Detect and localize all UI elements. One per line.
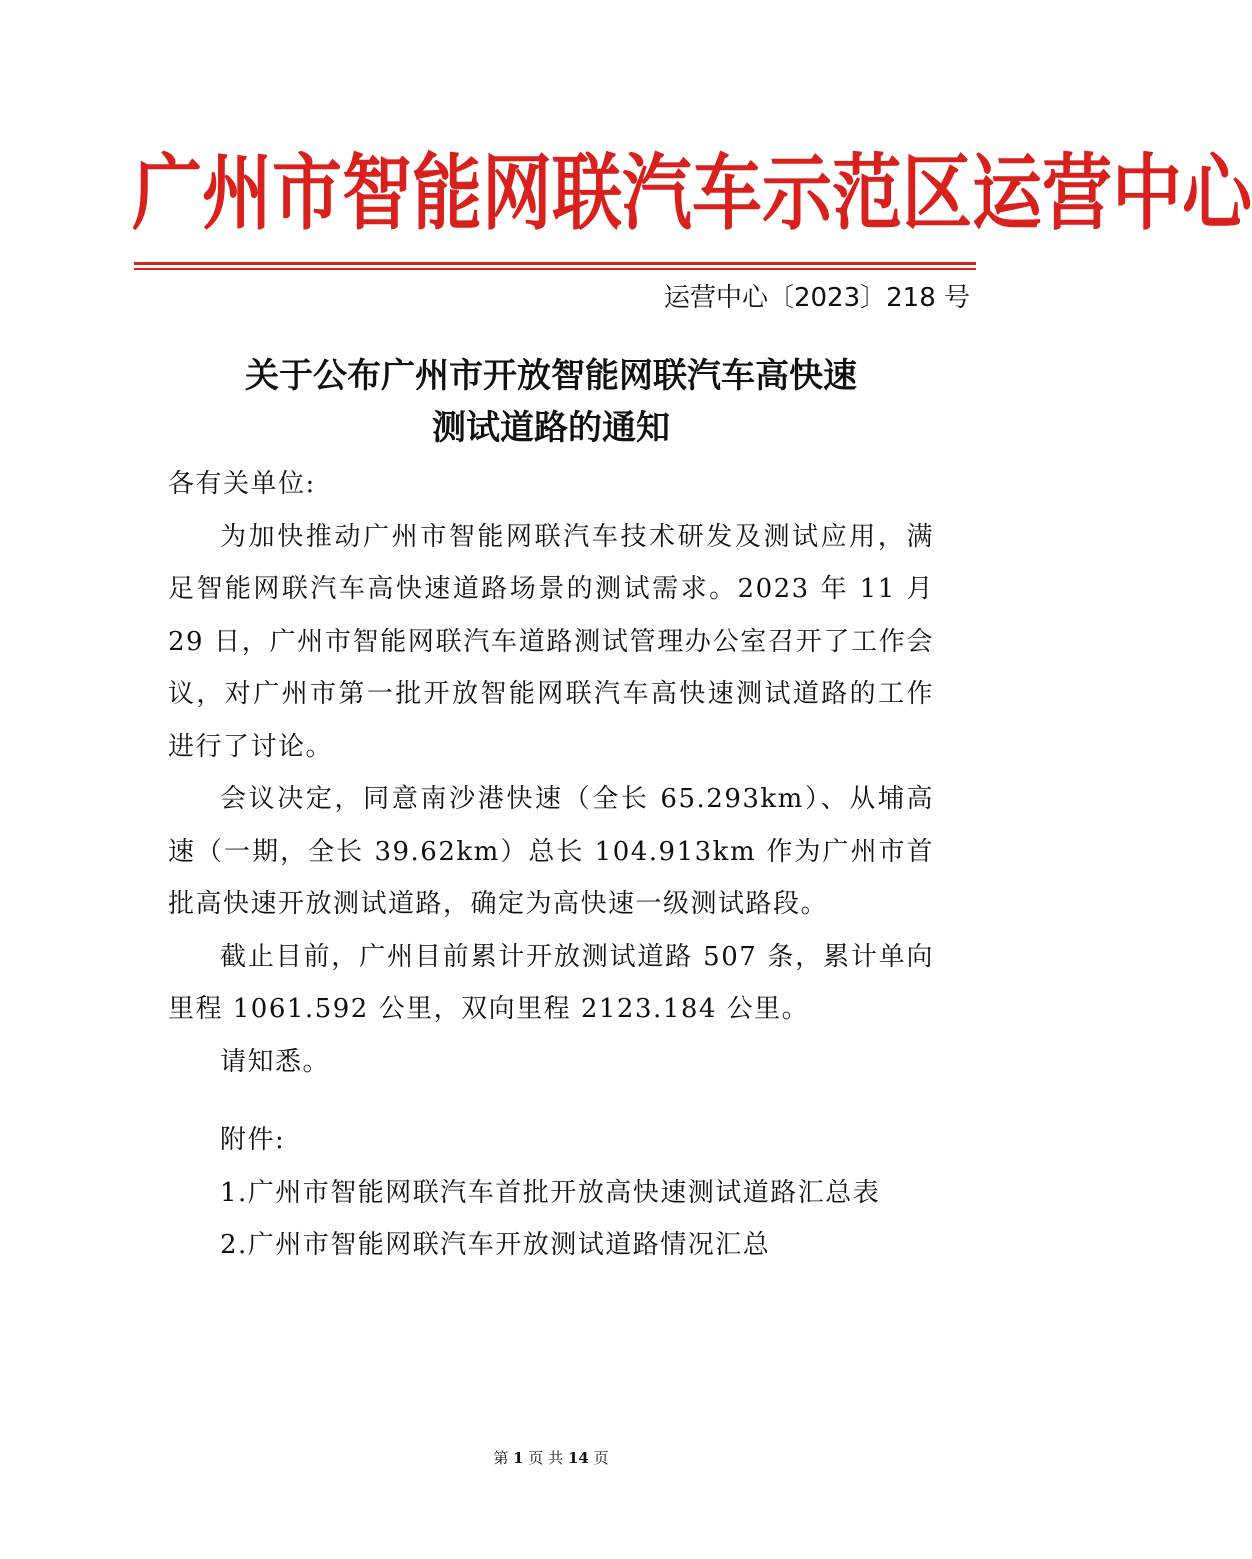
org-header-title: 广州市智能网联汽车示范区运营中心 — [132, 144, 1252, 242]
document-number: 运营中心〔2023〕218 号 — [663, 283, 970, 313]
attachment-item-2: 2.广州市智能网联汽车开放测试道路情况汇总 — [220, 1230, 771, 1260]
header-divider-thick — [134, 262, 976, 265]
attachment-item-1: 1.广州市智能网联汽车首批开放高快速测试道路汇总表 — [220, 1177, 881, 1208]
footer-total-pages: 14 — [567, 1449, 589, 1467]
closing-line: 请知悉。 — [220, 1046, 331, 1077]
footer-suffix: 页 — [593, 1449, 609, 1467]
page-footer — [0, 1444, 1102, 1472]
notice-title — [140, 350, 962, 454]
notice-title-line-1: 关于公布广州市开放智能网联汽车高快速 — [245, 356, 857, 396]
salutation: 各有关单位: — [168, 469, 316, 499]
spacer — [168, 1088, 934, 1114]
paragraph-statistics: 截止目前，广州目前累计开放测试道路 507 条，累计单向里程 1061.592 公里，双向里程 2123.184 公里。 — [168, 941, 934, 1024]
attachments-label: 附件: — [220, 1125, 286, 1155]
notice-title-line-2: 测试道路的通知 — [432, 408, 670, 448]
paragraph-background: 为加快推动广州市智能网联汽车技术研发及测试应用，满足智能网联汽车高快速道路场景的测试需求。2023 年 11 月 29 日，广州市智能网联汽车道路测试管理办公室召开了工作会议，对广州市第一批开放智能网联汽车高快速测试道路的工作进行了讨论。 — [168, 521, 934, 762]
footer-middle: 页 共 — [528, 1449, 564, 1467]
footer-prefix: 第 — [493, 1449, 509, 1467]
notice-body — [168, 458, 934, 1272]
footer-page-number: 1 — [513, 1449, 524, 1467]
header-divider-thin — [134, 268, 976, 270]
paragraph-decision: 会议决定，同意南沙港快速（全长 65.293km）、从埔高速（一期，全长 39.62km）总长 104.913km 作为广州市首批高快速开放测试道路，确定为高快速一级测试路段。 — [168, 784, 934, 919]
